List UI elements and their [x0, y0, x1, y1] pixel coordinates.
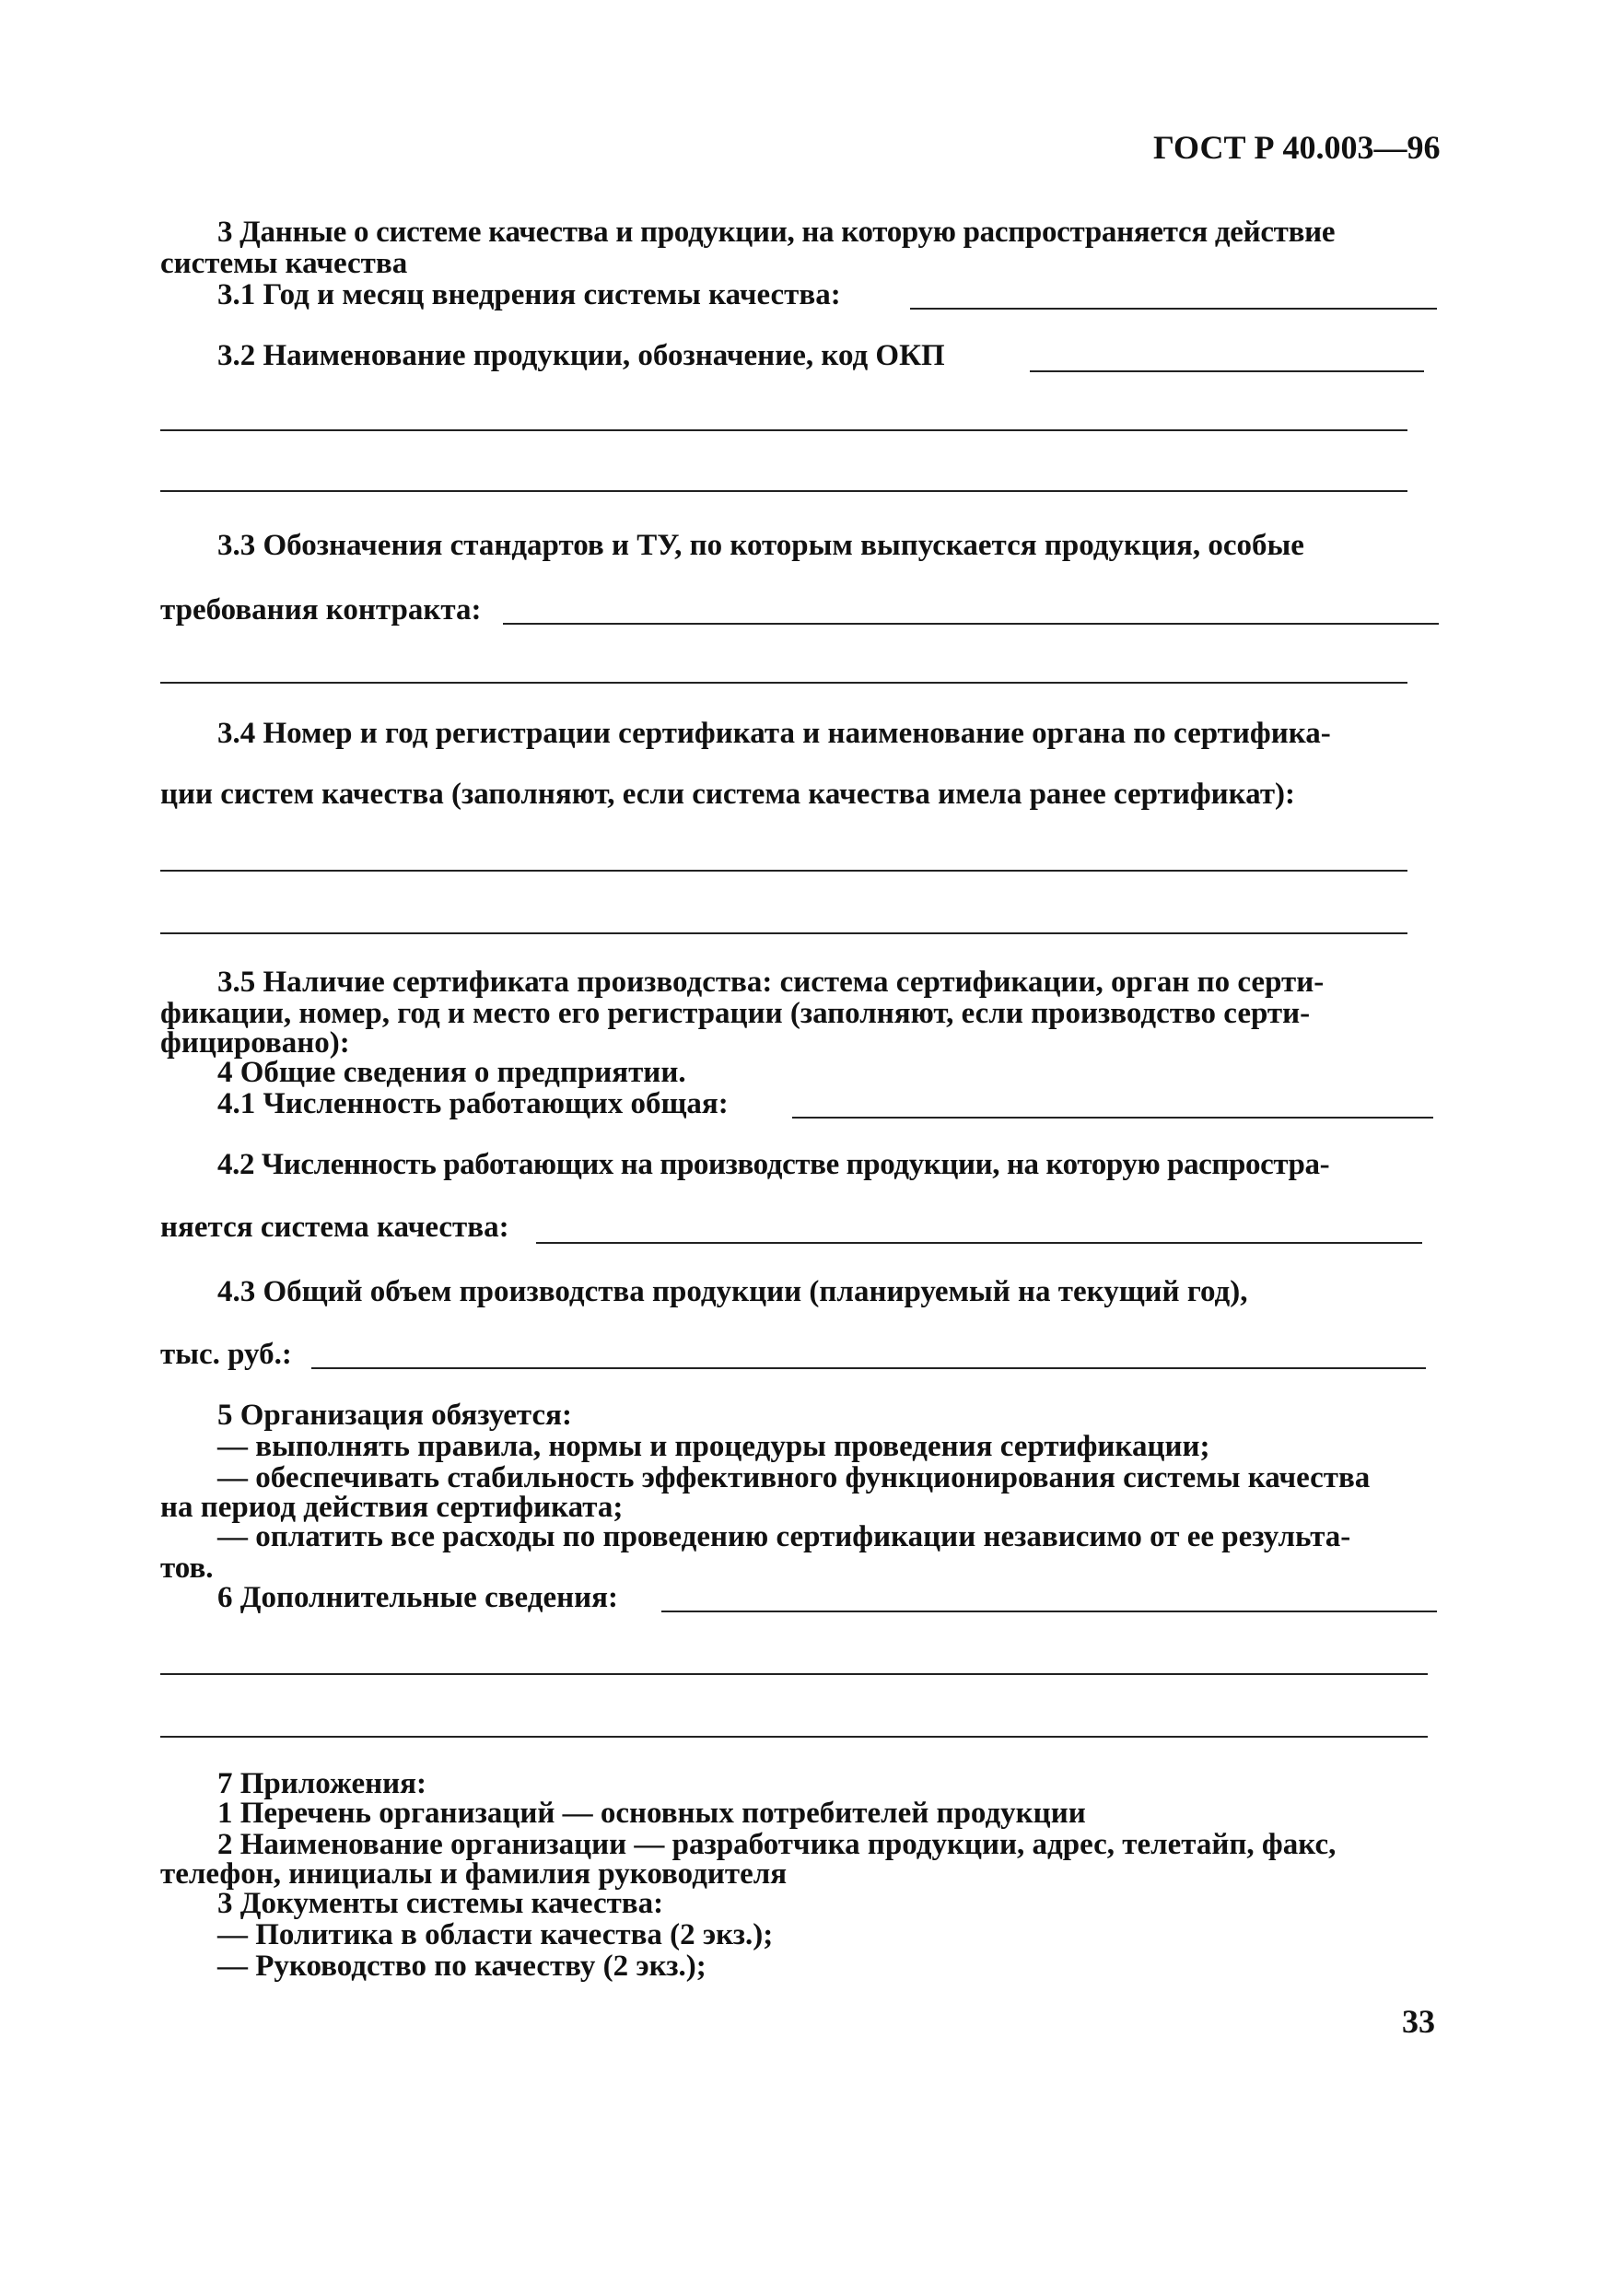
section-5-heading: 5 Организация обязуется: — [217, 1399, 573, 1432]
item-3-5-line1: 3.5 Наличие сертификата производства: система сертификации, орган по серти- — [217, 966, 1325, 999]
section-7-item3-sub1: — Политика в области качества (2 экз.); — [217, 1918, 774, 1951]
item-3-4-blank-line1 — [160, 870, 1407, 872]
item-3-3-blank — [503, 623, 1439, 625]
item-3-4-blank-line2 — [160, 932, 1407, 934]
section-7-item3: 3 Документы системы качества: — [217, 1887, 664, 1920]
section-5-line2: — обеспечивать стабильность эффективного функционирования системы качества — [217, 1461, 1371, 1494]
document-header: ГОСТ Р 40.003—96 — [1153, 129, 1441, 166]
section-6-blank — [661, 1611, 1437, 1612]
item-3-3-line2: требования контракта: — [160, 593, 482, 627]
section-7-heading: 7 Приложения: — [217, 1767, 426, 1800]
item-3-5-line3: фицировано): — [160, 1026, 350, 1060]
item-4-3-blank — [311, 1367, 1426, 1369]
item-4-3-line2: тыс. руб.: — [160, 1338, 292, 1371]
section-7-item2-line2: телефон, инициалы и фамилия руководителя — [160, 1857, 788, 1891]
section-7-item3-sub2: — Руководство по качеству (2 экз.); — [217, 1950, 706, 1983]
section-7-item2-line1: 2 Наименование организации — разработчика продукции, адрес, телетайп, факс, — [217, 1828, 1337, 1861]
item-4-1-label: 4.1 Численность работающих общая: — [217, 1087, 729, 1120]
section-7-item1: 1 Перечень организаций — основных потребителей продукции — [217, 1797, 1086, 1830]
item-3-2-blank-line3 — [160, 490, 1407, 492]
item-3-2-blank-line2 — [160, 429, 1407, 431]
section-6-blank-line2 — [160, 1673, 1428, 1675]
item-4-2-blank — [536, 1242, 1422, 1244]
item-3-4-line1: 3.4 Номер и год регистрации сертификата и наименование органа по сертифика- — [217, 717, 1331, 750]
item-3-1-label: 3.1 Год и месяц внедрения системы качества: — [217, 278, 841, 311]
item-3-1-blank — [910, 308, 1437, 310]
item-3-3-line1: 3.3 Обозначения стандартов и ТУ, по которым выпускается продукция, особые — [217, 529, 1304, 562]
item-3-3-blank-line2 — [160, 682, 1407, 684]
item-4-1-blank — [792, 1117, 1433, 1119]
section-4-heading: 4 Общие сведения о предприятии. — [217, 1056, 686, 1089]
item-3-2-label: 3.2 Наименование продукции, обозначение, код ОКП — [217, 339, 945, 372]
section-5-line1: — выполнять правила, нормы и процедуры проведения сертификации; — [217, 1430, 1210, 1463]
section-5-line3: на период действия сертификата; — [160, 1491, 624, 1524]
section-5-line4: — оплатить все расходы по проведению сертификации независимо от ее результа- — [217, 1520, 1351, 1553]
section-3-heading-line2: системы качества — [160, 247, 408, 280]
section-5-line5: тов. — [160, 1552, 214, 1585]
item-3-5-line2: фикации, номер, год и место его регистрации (заполняют, если производство серти- — [160, 997, 1311, 1030]
item-4-3-line1: 4.3 Общий объем производства продукции (планируемый на текущий год), — [217, 1275, 1248, 1308]
section-3-heading-line1: 3 Данные о системе качества и продукции, на которую распространяется действие — [217, 216, 1336, 249]
page-number: 33 — [1402, 2003, 1435, 2040]
item-4-2-line1: 4.2 Численность работающих на производстве продукции, на которую распростра- — [217, 1148, 1330, 1181]
item-3-2-blank — [1030, 370, 1424, 372]
item-4-2-line2: няется система качества: — [160, 1211, 509, 1244]
section-6-blank-line3 — [160, 1736, 1428, 1738]
section-6-heading: 6 Дополнительные сведения: — [217, 1581, 618, 1614]
item-3-4-line2: ции систем качества (заполняют, если система качества имела ранее сертификат): — [160, 778, 1296, 811]
